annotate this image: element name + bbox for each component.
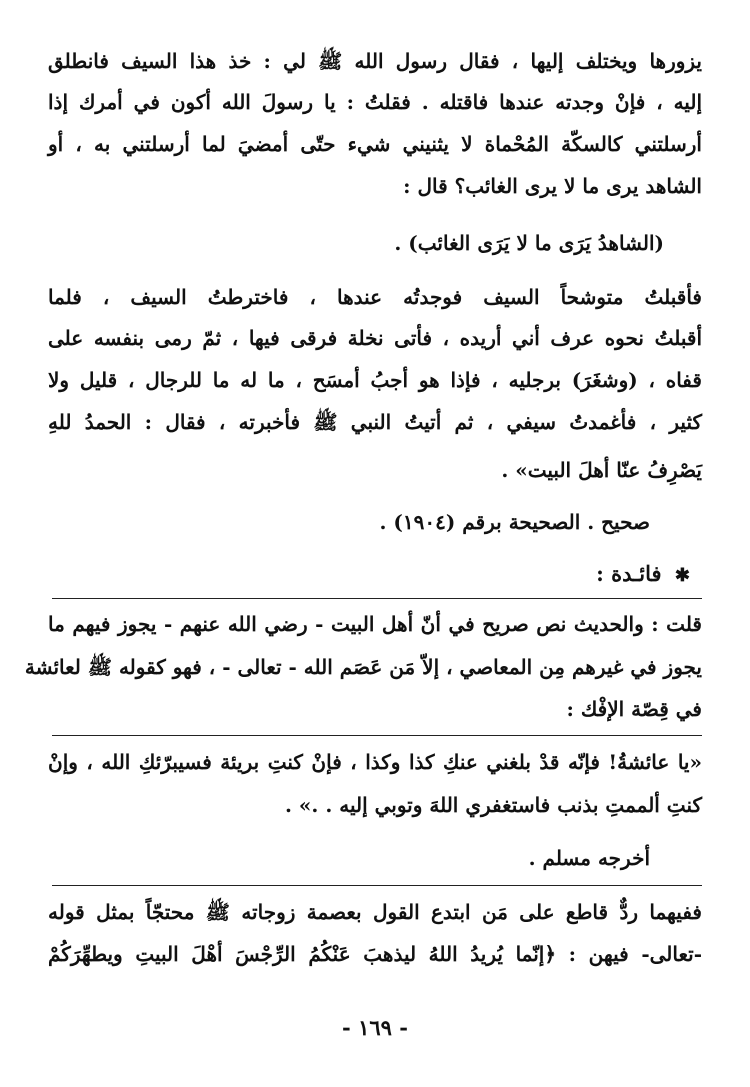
text-line: فأقبلتُ متوشحاً السيف فوجدتُه عندها ، فاخترطتُ السيف ، فلما bbox=[48, 285, 702, 309]
section-title: فائـدة : bbox=[596, 561, 662, 586]
text-line: قفاه ، (وشغَرَ) برجليه ، فإذا هو أجبُ أمسَح ، ما له ما للرجال ، قليل ولا bbox=[48, 368, 702, 392]
divider bbox=[52, 885, 702, 886]
text-line: يزورها ويختلف إليها ، فقال رسول الله ﷺ لي : خذ هذا السيف فانطلق bbox=[48, 49, 702, 73]
star-icon: ✱ bbox=[674, 565, 690, 586]
text-line: إليه ، فإنْ وجدته عندها فاقتله . فقلتُ : يا رسولَ الله أكون في أمرك إذا bbox=[48, 90, 702, 114]
text-line: أقبلتُ نحوه عرف أني أريده ، فأتى نخلة فرقى فيها ، ثمّ رمى بنفسه على bbox=[48, 326, 702, 350]
text-line: «يا عائشةُ! فإنّه قدْ بلغني عنكِ كذا وكذا ، فإنْ كنتِ بريئة فسيبرّئكِ الله ، وإنْ bbox=[48, 750, 702, 774]
text-line: في قِصّة الإفْك : bbox=[566, 697, 702, 721]
text-line: يجوز في غيرهم مِن المعاصي ، إلاّ مَن عَصَم الله - تعالى - ، فهو كقوله ﷺ لعائشة bbox=[24, 655, 702, 679]
text-line: أرسلتني كالسكّة المُحْماة لا يثنيني شيء حتّى أمضيَ لما أرسلتني به ، أو bbox=[48, 132, 702, 156]
text-line: الشاهد يرى ما لا يرى الغائب؟ قال : bbox=[403, 174, 702, 198]
text-line: كثير ، فأغمدتُ سيفي ، ثم أتيتُ النبي ﷺ فأخبرته ، فقال : الحمدُ للهِ bbox=[48, 410, 702, 434]
hadith-grading: صحيح . الصحيحة برقم (١٩٠٤) . bbox=[379, 510, 650, 534]
page-number: - ١٦٩ - bbox=[342, 1015, 408, 1040]
text-line: يَصْرِفُ عنّا أهلَ البيت» . bbox=[501, 458, 702, 482]
divider bbox=[52, 735, 702, 736]
text-line: -تعالى- فيهن : ﴿إنّما يُريدُ اللهُ ليذهبَ عَنْكُمُ الرِّجْسَ أهْلَ البيتِ ويطهِّرَكُمْ bbox=[48, 942, 702, 966]
text-line: ففيهما ردٌّ قاطع على مَن ابتدع القول بعصمة زوجاته ﷺ محتجّاً بمثل قوله bbox=[48, 900, 702, 924]
divider bbox=[52, 598, 702, 599]
section-heading bbox=[596, 560, 690, 590]
text-line: كنتِ ألممتِ بذنب فاستغفري اللهَ وتوبي إليه . .» . bbox=[284, 793, 702, 817]
prophet-quote: (الشاهدُ يَرَى ما لا يَرَى الغائب) . bbox=[394, 231, 664, 255]
text-line: قلت : والحديث نص صريح في أنّ أهل البيت - رضي الله عنهم - يجوز فيهم ما bbox=[48, 612, 702, 636]
hadith-source: أخرجه مسلم . bbox=[528, 846, 650, 870]
